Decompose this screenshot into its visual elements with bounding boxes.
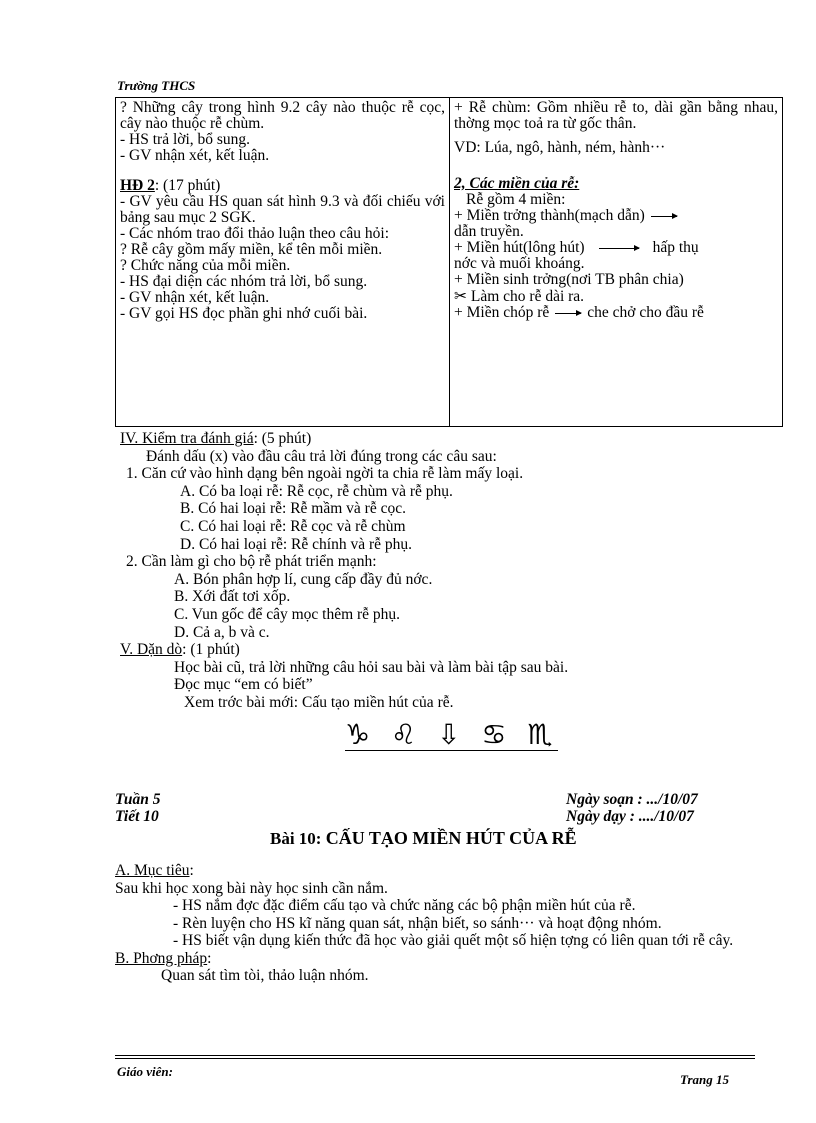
- content-line: [454, 208, 778, 224]
- activity-line: - GV gọi HS đọc phần ghi nhớ cuối bài.: [120, 305, 368, 322]
- week-label: Tuần 5: [115, 791, 161, 808]
- teach-date: Ngày dạy : ..../10/07: [566, 808, 694, 825]
- lesson-activity-table: [115, 97, 783, 427]
- assessment-heading: [120, 430, 790, 448]
- question-1: 1. Căn cứ vào hình dạng bên ngoài ngời ta chia rễ làm mấy loại.: [126, 465, 524, 483]
- arrow-right-icon: [651, 216, 677, 217]
- homework-time: : (1 phút): [182, 641, 240, 659]
- answer-option: B. Xới đất tơi xốp.: [174, 588, 291, 606]
- lesson-body: [115, 862, 780, 985]
- prep-date: Ngày soạn : .../10/07: [566, 791, 698, 808]
- assessment-time: : (5 phút): [253, 430, 312, 447]
- activity-line: - HS trả lời, bổ sung.: [120, 131, 251, 148]
- answer-option: C. Có hai loại rễ: Rễ cọc và rễ chùm: [180, 517, 406, 535]
- homework-line: Xem trớc bài mới: Cấu tạo miền hút của rễ.: [184, 693, 454, 711]
- activity-line: ? Chức năng của mỗi miền.: [120, 257, 291, 274]
- method-text: Quan sát tìm tòi, thảo luận nhóm.: [161, 967, 369, 984]
- method-title: B. Phơng pháp: [115, 949, 208, 967]
- activity-2-title: HĐ 2: [120, 177, 155, 194]
- scissors-icon: ✂: [454, 287, 467, 305]
- homework-title: V. Dặn dò: [120, 641, 183, 659]
- colon: :: [189, 862, 194, 879]
- arrow-right-icon: [599, 248, 639, 249]
- content-line: + Rễ chùm: Gồm nhiều rễ to, dài gần bằng nhau, thờng mọc toả ra từ gốc thân.: [454, 99, 778, 132]
- activity-line: - GV yêu cầu HS quan sát hình 9.3 và đối chiếu với bảng sau mục 2 SGK.: [120, 193, 445, 226]
- content-text: che chở cho đầu rễ: [587, 304, 704, 321]
- teacher-label: Giáo viên:: [117, 1064, 173, 1079]
- activity-line: - GV nhận xét, kết luận.: [120, 147, 270, 164]
- content-line: dẫn truyền.: [454, 223, 524, 240]
- content-text: + Miền hút(lông hút): [454, 239, 585, 256]
- answer-option: A. Bón phân hợp lí, cung cấp đầy đủ nớc.: [174, 570, 433, 588]
- content-text: + Miền chóp rễ: [454, 304, 550, 321]
- activity-2-time: : (17 phút): [154, 177, 221, 194]
- content-line: [454, 240, 778, 256]
- footer-divider: [115, 1055, 755, 1056]
- date-block: [566, 791, 698, 825]
- content-text: hấp thụ: [652, 239, 699, 256]
- arrow-right-icon: [555, 313, 581, 314]
- content-line: + Miền sinh trởng(nơi TB phân chia): [454, 271, 684, 288]
- assessment-title: IV. Kiểm tra đánh giá: [120, 430, 254, 447]
- content-line: nớc và muối khoáng.: [454, 255, 585, 272]
- objective-item: - Rèn luyện cho HS kĩ năng quan sát, nhận biết, so sánh··· và hoạt động nhóm.: [173, 914, 662, 932]
- week-period-block: [115, 791, 161, 825]
- content-text: Làm cho rễ dài ra.: [470, 288, 585, 305]
- activity-line: ? Rễ cây gồm mấy miền, kể tên mỗi miền.: [120, 241, 383, 258]
- teacher-student-activities-cell: [116, 98, 450, 427]
- question-2: 2. Cần làm gì cho bộ rễ phát triển mạnh:: [126, 553, 377, 571]
- answer-option: D. Có hai loại rễ: Rễ chính và rễ phụ.: [180, 535, 413, 553]
- activity-line: - GV nhận xét, kết luận.: [120, 289, 270, 306]
- content-line: Rễ gồm 4 miền:: [466, 191, 566, 208]
- objectives-title: A. Mục tiêu: [115, 862, 190, 879]
- question-text: ? Những cây trong hình 9.2 cây nào thuộc rễ cọc, cây nào thuộc rễ chùm.: [120, 99, 445, 132]
- activity-line: - HS đại diện các nhóm trả lời, bổ sung.: [120, 273, 368, 290]
- objectives-heading: [115, 862, 780, 880]
- objective-item: - HS biết vận dụng kiến thức đã học vào giải quết một số hiện tợng có liên quan tới rễ cây.: [173, 932, 734, 949]
- assessment-section: [120, 430, 790, 712]
- page-number: Trang 15: [680, 1072, 729, 1087]
- answer-option: D. Cả a, b và c.: [174, 623, 270, 641]
- period-label: Tiết 10: [115, 808, 159, 825]
- content-line: [454, 305, 778, 321]
- school-header: Trường THCS: [117, 78, 196, 93]
- content-line: VD: Lúa, ngô, hành, ném, hành···: [454, 139, 666, 156]
- homework-line: Học bài cũ, trả lời những câu hỏi sau bài và làm bài tập sau bài.: [174, 658, 569, 676]
- content-line: [454, 288, 778, 305]
- answer-option: C. Vun gốc để cây mọc thêm rễ phụ.: [174, 605, 401, 623]
- intro-text: Sau khi học xong bài này học sinh cần nắm.: [115, 879, 388, 897]
- content-text: + Miền trởng thành(mạch dẫn): [454, 207, 645, 224]
- answer-option: B. Có hai loại rễ: Rễ mầm và rễ cọc.: [180, 500, 406, 518]
- activity-2-heading: [120, 178, 445, 194]
- lesson-number: Bài 10:: [270, 829, 326, 848]
- homework-heading: [120, 641, 790, 659]
- answer-option: A. Có ba loại rễ: Rễ cọc, rễ chùm và rễ phụ.: [180, 482, 453, 500]
- footer-divider: [115, 1058, 755, 1059]
- objective-item: - HS nắm đợc đặc điểm cấu tạo và chức năng các bộ phận miền hút của rễ.: [173, 897, 636, 914]
- instruction-text: Đánh dấu (x) vào đầu câu trả lời đúng trong các câu sau:: [146, 447, 497, 465]
- homework-line: Đọc mục “em có biết”: [174, 676, 313, 694]
- lesson-title: [270, 828, 577, 849]
- lesson-name: CẤU TẠO MIỀN HÚT CỦA RỄ: [325, 828, 577, 848]
- activity-line: - Các nhóm trao đổi thảo luận theo câu hỏi:: [120, 225, 390, 242]
- decorative-divider-icon: ♑ ♌ ⇩ ♋ ♏: [345, 718, 559, 751]
- content-cell: [450, 98, 783, 427]
- method-heading: [115, 950, 780, 968]
- section-2-title: 2, Các miền của rễ:: [454, 175, 580, 192]
- colon: :: [207, 949, 212, 967]
